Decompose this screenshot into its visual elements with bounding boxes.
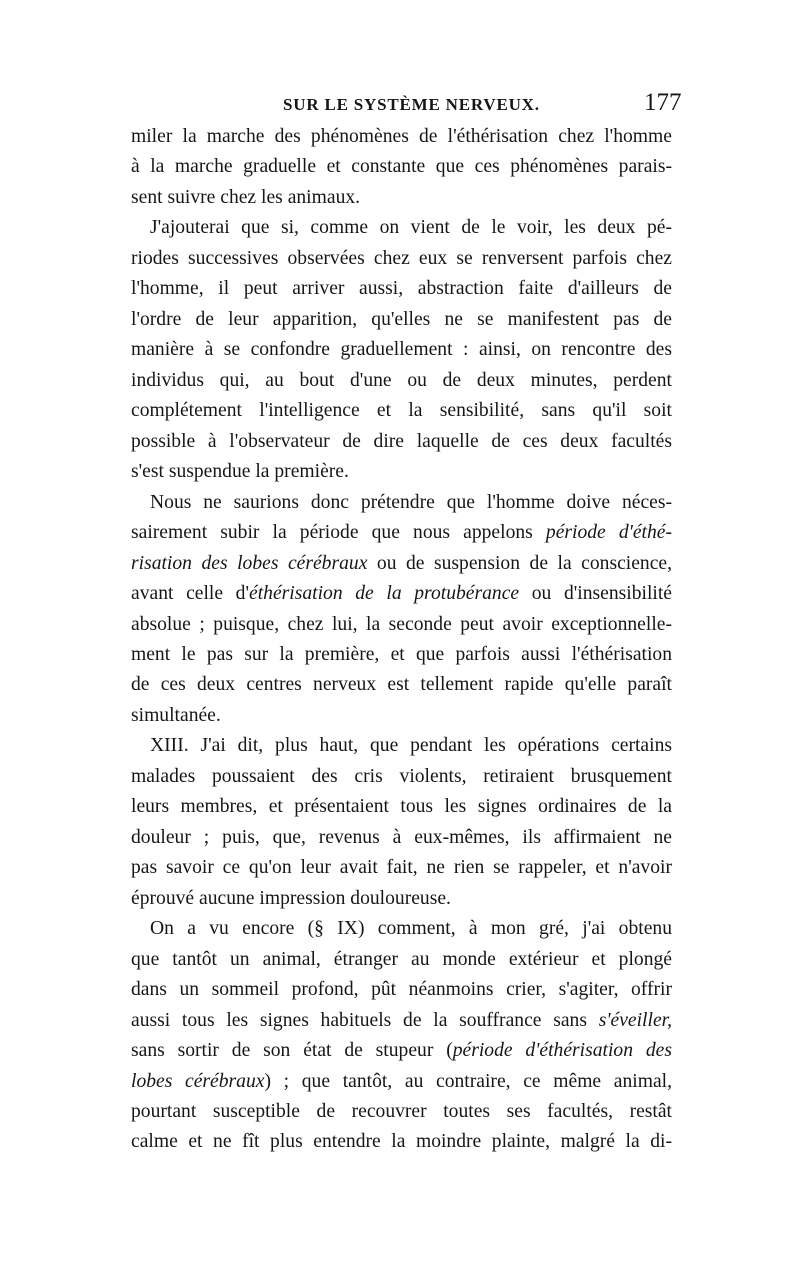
line-text: ou d'insensibilité (519, 583, 672, 605)
text-line (131, 488, 672, 518)
text-line (131, 427, 672, 457)
italic-text: période d'éthérisation des (452, 1040, 672, 1062)
line-text: complétement l'intelligence et la sensibilité, sans qu'il soit (131, 400, 672, 422)
line-text: ment le pas sur la première, et que parfois aussi l'éthérisation (131, 643, 672, 665)
line-text: sent suivre chez les animaux. (131, 186, 361, 208)
italic-text: éthérisation de la protubérance (249, 583, 520, 605)
text-line (131, 183, 672, 213)
text-line (131, 975, 672, 1005)
line-text: manière à se confondre graduellement : ainsi, on rencontre des (131, 339, 672, 361)
text-line (131, 610, 672, 640)
line-text: leurs membres, et présentaient tous les signes ordinaires de la (131, 796, 672, 818)
line-text: pas savoir ce qu'on leur avait fait, ne rien se rappeler, et n'avoir (131, 857, 672, 879)
line-text: de ces deux centres nerveux est tellement rapide qu'elle paraît (131, 674, 672, 696)
text-line (131, 1036, 672, 1066)
text-line (131, 762, 672, 792)
line-text: pourtant susceptible de recouvrer toutes ses facultés, restât (131, 1101, 672, 1122)
line-text: absolue ; puisque, chez lui, la seconde peut avoir exceptionnelle- (131, 613, 672, 635)
line-text: s'est suspendue la première. (131, 461, 349, 483)
line-text: ) ; que tantôt, au contraire, ce même animal, (264, 1070, 672, 1092)
italic-text: s'éveiller, (598, 1009, 672, 1031)
text-line (131, 579, 672, 609)
line-text: Nous ne saurions donc prétendre que l'homme doive néces- (150, 491, 672, 513)
line-text: dans un sommeil profond, pût néanmoins crier, s'agiter, offrir (131, 979, 672, 1001)
text-line (131, 1006, 672, 1036)
line-text: riodes successives observées chez eux se renversent parfois chez (131, 247, 672, 269)
line-text: simultanée. (131, 704, 221, 726)
text-line (131, 1127, 672, 1157)
text-line (131, 305, 672, 335)
text-line (131, 396, 672, 426)
line-text: J'ajouterai que si, comme on vient de le voir, les deux pé- (150, 217, 672, 239)
text-line (131, 640, 672, 670)
text-line (131, 549, 672, 579)
text-line (131, 792, 672, 822)
line-text: On a vu encore (§ IX) comment, à mon gré, j'ai obtenu (150, 918, 672, 940)
text-line (131, 914, 672, 944)
text-line (131, 701, 672, 731)
line-text: ou de suspension de la conscience, (367, 552, 672, 574)
text-line (131, 213, 672, 243)
line-text: sairement subir la période que nous appelons (131, 522, 546, 544)
line-text: miler la marche des phénomènes de l'éthérisation chez l'homme (131, 126, 672, 147)
line-text: calme et ne fît plus entendre la moindre plainte, malgré la di- (131, 1131, 672, 1153)
italic-text: période d'éthé- (545, 522, 672, 544)
text-line (131, 366, 672, 396)
line-text: XIII. J'ai dit, plus haut, que pendant les opérations certains (150, 735, 672, 757)
line-text: éprouvé aucune impression douloureuse. (131, 887, 451, 909)
text-line (131, 853, 672, 883)
text-line (131, 945, 672, 975)
text-line (131, 518, 672, 548)
line-text: douleur ; puis, que, revenus à eux-mêmes, ils affirmaient ne (131, 826, 672, 848)
text-line (131, 274, 672, 304)
text-line (131, 1097, 672, 1127)
line-text: possible à l'observateur de dire laquelle de ces deux facultés (131, 430, 672, 452)
page-number: 177 (644, 89, 682, 116)
text-line (131, 244, 672, 274)
line-text: aussi tous les signes habituels de la souffrance sans (131, 1009, 599, 1031)
running-head (0, 90, 800, 120)
text-line (131, 823, 672, 853)
line-text: l'homme, il peut arriver aussi, abstraction faite d'ailleurs de (131, 278, 672, 300)
italic-text: risation des lobes cérébraux (131, 552, 368, 574)
line-text: individus qui, au bout d'une ou de deux minutes, perdent (131, 369, 672, 391)
text-line (131, 457, 672, 487)
text-line (131, 335, 672, 365)
text-line (131, 884, 672, 914)
body-text (131, 122, 672, 1158)
line-text: à la marche graduelle et constante que ces phénomènes parais- (131, 156, 672, 178)
line-text: malades poussaient des cris violents, retiraient brusquement (131, 765, 672, 787)
text-line (131, 152, 672, 182)
text-line (131, 731, 672, 761)
text-line (131, 1067, 672, 1097)
line-text: avant celle d' (131, 583, 250, 605)
line-text: sans sortir de son état de stupeur ( (131, 1040, 453, 1062)
italic-text: lobes cérébraux (131, 1070, 265, 1092)
text-line (131, 670, 672, 700)
line-text: l'ordre de leur apparition, qu'elles ne se manifestent pas de (131, 308, 672, 330)
text-line (131, 122, 672, 152)
line-text: que tantôt un animal, étranger au monde extérieur et plongé (131, 948, 672, 970)
running-title: SUR LE SYSTÈME NERVEUX. (283, 95, 540, 114)
